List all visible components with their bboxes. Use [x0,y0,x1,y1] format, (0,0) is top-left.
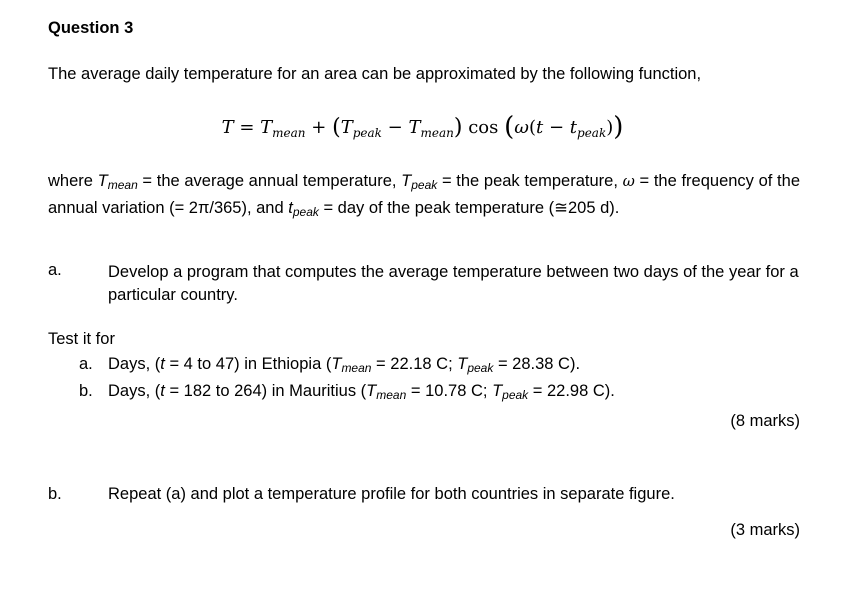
where-text-1: where [48,172,98,190]
where-tpeak-sub: peak [411,178,438,192]
formula-minus-2: − [548,117,565,138]
part-b-text: Repeat (a) and plot a temperature profile for both countries in separate figure. [108,485,675,503]
where-omega: ω [622,172,635,190]
where-tpeak-lower-sub: peak [292,205,319,219]
where-text-4: = the frequency of the annual variation (= 2π/365), and [48,172,800,217]
test-item-text: Days, (t = 182 to 264) in Mauritius ($T_{mean} = 10.78$ C; $T_{peak} = 22.98$ C). [108,382,615,402]
formula-t: t [535,117,544,138]
where-text-5: = day of the peak temperature (≅205 d). [318,199,620,217]
formula-plus: + [311,117,327,138]
formula-tpeak-lower-sub: peak [577,126,607,140]
formula-lhs: T [221,117,234,138]
test-item-ethiopia [79,353,615,380]
formula-inner-paren-close: ) [606,117,614,138]
formula-paren-close: ) [453,115,463,140]
test-item-number: a. [79,355,93,373]
test-list [79,353,615,407]
formula-equals: = [239,117,255,138]
formula-tpeak-lower: t [569,117,578,138]
question-title: Question 3 [48,19,134,37]
formula-tmean-2: T [408,117,421,138]
test-item-mauritius [79,380,615,407]
formula-paren-open: ( [332,115,341,140]
part-b-marks: (3 marks) [730,521,800,539]
formula-inner-paren-open: ( [528,117,536,138]
where-text-2: = the average annual temperature, [137,172,402,190]
temperature-formula [0,112,845,142]
test-intro: Test it for [48,330,115,348]
formula-big-paren-open: ( [504,112,515,142]
part-a-label: a. [48,261,62,279]
variable-definitions [48,170,800,224]
where-tmean: T [97,172,108,190]
where-tmean-sub: mean [107,178,138,192]
formula-cos: cos [468,117,499,138]
formula-tpeak: T [340,117,353,138]
formula-omega: ω [514,117,529,138]
question-intro: The average daily temperature for an area can be approximated by the following function, [48,65,702,83]
where-tpeak: T [401,172,412,190]
formula-tmean-2-sub: mean [420,126,454,140]
part-a-marks: (8 marks) [730,412,800,430]
test-item-text: Days, (t = 4 to 47) in Ethiopia ($T_{mean} = 22.18$ C; $T_{peak} = 28.38$ C). [108,355,581,375]
where-text-3: = the peak temperature, [437,172,623,190]
formula-big-paren-close: ) [613,112,624,142]
part-b-label: b. [48,485,62,503]
formula-tmean: T [260,117,273,138]
formula-tpeak-sub: peak [352,126,382,140]
part-a-text: Develop a program that computes the average temperature between two days of the year for a particular country. [108,263,799,304]
test-item-number: b. [79,382,93,400]
formula-minus: − [387,117,403,138]
formula-tmean-sub: mean [272,126,306,140]
where-tpeak-lower: t [288,199,293,217]
